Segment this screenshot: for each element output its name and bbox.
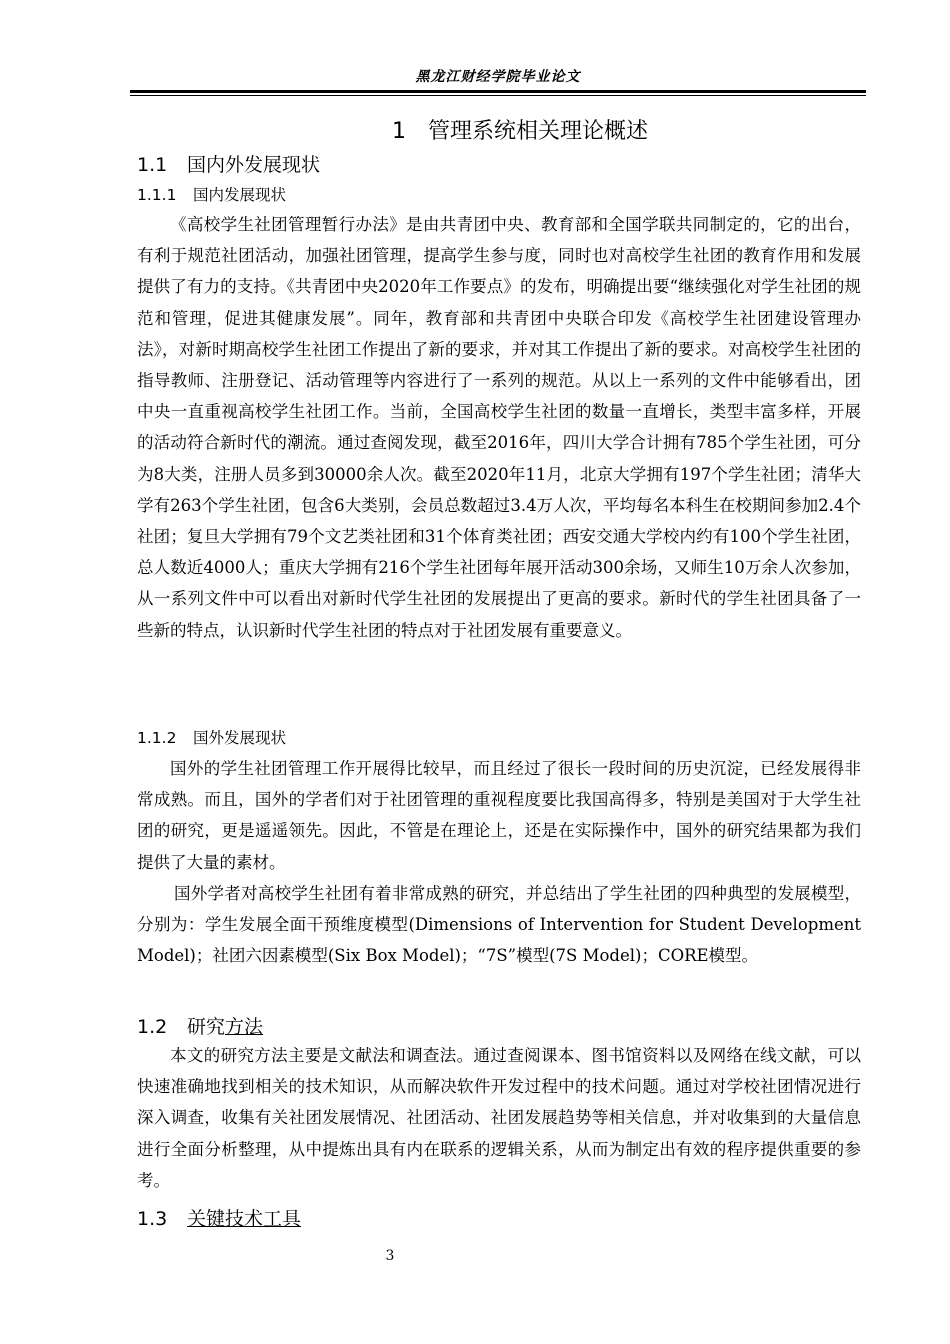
paragraph-foreign-status-1: 国外的学生社团管理工作开展得比较早，而且经过了很长一段时间的历史沉淀，已经发展得非常成熟。而且，国外的学者们对于社团管理的重视程度要比我国高得多，特别是美国对于大学生社团的研究，更是遥遥领先。因此，不管是在理论上，还是在实际操作中，国外的研究结果都为我们提供了大量的素材。 [137, 759, 861, 872]
section-number: 1.2 [137, 1016, 168, 1038]
header-rule-thick [130, 90, 866, 93]
section-title: 国内外发展现状 [187, 154, 321, 176]
section-number: 1.1 [137, 154, 168, 176]
section-heading-1-2 [137, 1012, 263, 1039]
paragraph-foreign-status-2: 国外学者对高校学生社团有着非常成熟的研究，并总结出了学生社团的四种典型的发展模型，分别为：学生发展全面干预维度模型(Dimensions of Intervention for Student Development Model)；社团六因素模型(Six Box Model)；“7S”模型(7S Model)；CORE模型。 [137, 884, 861, 966]
chapter-number: 1 [391, 119, 406, 144]
section-title-underlined: 方法 [225, 1016, 264, 1038]
section-heading-1-1 [137, 150, 320, 177]
page-number: 3 [385, 1248, 395, 1264]
section-title-plain: 研究 [187, 1016, 226, 1038]
running-header: 黑龙江财经学院毕业论文 [415, 69, 581, 85]
header-rule-thin [130, 95, 866, 96]
subsection-number: 1.1.1 [137, 186, 177, 204]
subsection-heading-1-1-2 [137, 726, 286, 748]
subsection-heading-1-1-1 [137, 183, 286, 205]
subsection-number: 1.1.2 [137, 729, 177, 747]
paragraph-domestic-status: 《高校学生社团管理暂行办法》是由共青团中央、教育部和全国学联共同制定的，它的出台，有利于规范社团活动，加强社团管理，提高学生参与度，同时也对高校学生社团的教育作用和发展提供了有力的支持。《共青团中央2020年工作要点》的发布，明确提出要“继续强化对学生社团的规范和管理，促进其健康发展”。同年，教育部和共青团中央联合印发《高校学生社团建设管理办法》，对新时期高校学生社团工作提出了新的要求，并对其工作提出了新的要求。对高校学生社团的指导教师、注册登记、活动管理等内容进行了一系列的规范。从以上一系列的文件中能够看出，团中央一直重视高校学生社团工作。当前，全国高校学生社团的数量一直增长，类型丰富多样，开展的活动符合新时代的潮流。通过查阅发现，截至2016年，四川大学合计拥有785个学生社团，可分为8大类，注册人员多到30000余人次。截至2020年11月，北京大学拥有197个学生社团；清华大学有263个学生社团，包含6大类别，会员总数超过3.4万人次，平均每名本科生在校期间参加2.4个社团；复旦大学拥有79个文艺类社团和31个体育类社团；西安交通大学校内约有100个学生社团，总人数近4000人；重庆大学拥有216个学生社团每年展开活动300余场，又师生10万余人次参加，从一系列文件中可以看出对新时代学生社团的发展提出了更高的要求。新时代的学生社团具备了一些新的特点，认识新时代学生社团的特点对于社团发展有重要意义。 [137, 215, 861, 640]
chapter-title-text: 管理系统相关理论概述 [427, 119, 648, 144]
subsection-title: 国内发展现状 [193, 186, 287, 204]
paragraph-research-method: 本文的研究方法主要是文献法和调查法。通过查阅课本、图书馆资料以及网络在线文献，可以快速准确地找到相关的技术知识，从而解决软件开发过程中的技术问题。通过对学校社团情况进行深入调查，收集有关社团发展情况、社团活动、社团发展趋势等相关信息，并对收集到的大量信息进行全面分析整理，从中提炼出具有内在联系的逻辑关系，从而为制定出有效的程序提供重要的参考。 [137, 1046, 861, 1190]
section-title: 关键技术工具 [187, 1208, 302, 1230]
subsection-title: 国外发展现状 [193, 729, 287, 747]
chapter-title [130, 114, 910, 145]
section-heading-1-3 [137, 1204, 301, 1231]
section-number: 1.3 [137, 1208, 168, 1230]
